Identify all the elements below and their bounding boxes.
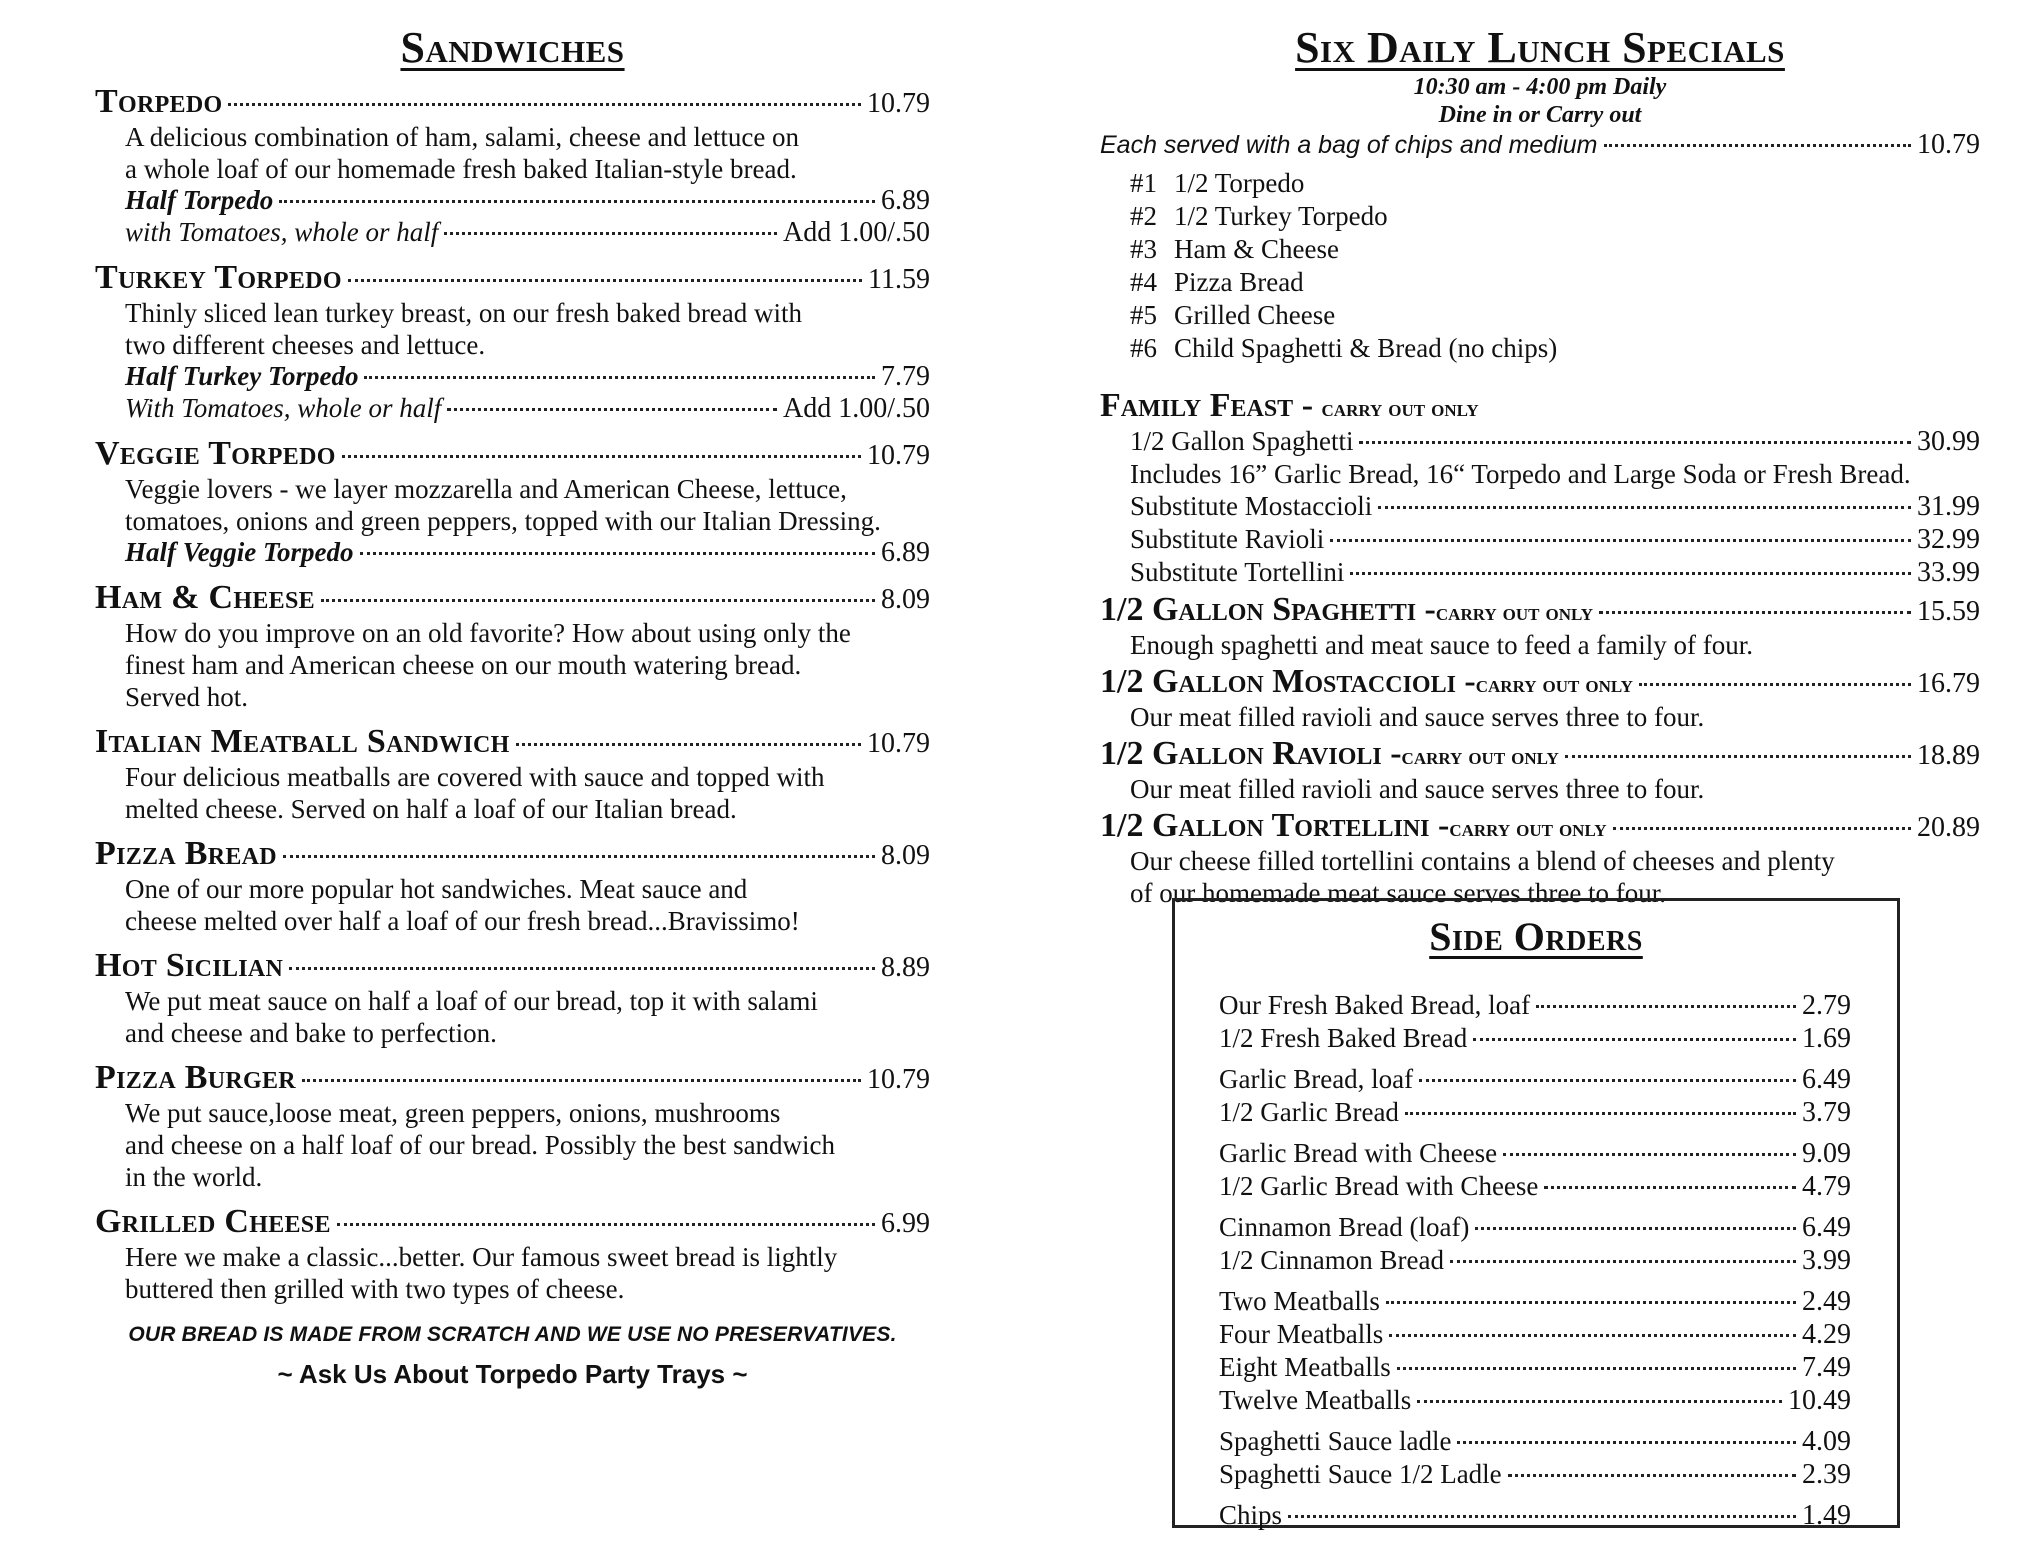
sandwich-item <box>95 579 930 713</box>
sandwich-heading-label: Pizza Bread <box>95 835 277 872</box>
gallon-name: 1/2 Gallon Mostaccioli - <box>1100 663 1476 700</box>
dot-leader <box>1565 755 1911 758</box>
gallon-carry-out: carry out only <box>1401 744 1559 770</box>
description-line: and cheese on a half loaf of our bread. Possibly the best sandwich <box>125 1130 836 1160</box>
family-sub-row-price: 33.99 <box>1917 557 1980 588</box>
sandwich-heading-label: Turkey Torpedo <box>95 259 342 296</box>
lunch-hours: 10:30 am - 4:00 pm Daily <box>1413 74 1667 100</box>
family-main-row <box>1130 425 1980 458</box>
side-orders-title: Side Orders <box>1429 914 1643 959</box>
dot-leader <box>1503 1153 1796 1156</box>
dot-leader <box>1350 572 1911 575</box>
side-item <box>1219 1318 1851 1351</box>
side-group <box>1219 1063 1851 1129</box>
sandwich-item <box>95 435 930 569</box>
dot-leader <box>447 408 777 411</box>
lunch-each-row <box>1100 129 1980 161</box>
side-item-price: 2.49 <box>1802 1286 1851 1317</box>
side-item-label: Garlic Bread, loaf <box>1219 1064 1414 1094</box>
dot-leader <box>279 200 875 203</box>
sandwich-heading-price: 10.79 <box>867 88 930 119</box>
side-item-label: Spaghetti Sauce ladle <box>1219 1426 1452 1456</box>
side-item <box>1219 1384 1851 1417</box>
gallon-description <box>1100 773 1980 805</box>
sandwich-item <box>95 1203 930 1305</box>
gallon-item <box>1100 807 1980 909</box>
side-item-price: 4.79 <box>1802 1171 1851 1202</box>
option-row-label: Half Torpedo <box>125 185 274 215</box>
sandwich-heading <box>95 947 930 985</box>
side-item <box>1219 1285 1851 1318</box>
sandwich-description <box>95 761 930 825</box>
dot-leader <box>516 743 861 746</box>
dot-leader <box>1639 683 1911 686</box>
description-line: How do you improve on an old favorite? How about using only the <box>125 618 851 648</box>
description-line: One of our more popular hot sandwiches. Meat sauce and <box>125 874 748 904</box>
dot-leader <box>1599 611 1911 614</box>
description-line: Thinly sliced lean turkey breast, on our fresh baked bread with <box>125 298 803 328</box>
sandwich-heading <box>95 835 930 873</box>
lunch-item-number: #6 <box>1130 333 1157 363</box>
sandwich-heading <box>95 1059 930 1097</box>
sandwich-description <box>95 873 930 937</box>
description-line: melted cheese. Served on half a loaf of our Italian bread. <box>125 794 737 824</box>
family-feast-heading <box>1100 387 1980 425</box>
dot-leader <box>1405 1112 1796 1115</box>
side-item <box>1219 1063 1851 1096</box>
option-row-price: 6.89 <box>881 185 930 216</box>
sandwich-heading <box>95 1203 930 1241</box>
side-item-price: 3.99 <box>1802 1245 1851 1276</box>
dot-leader <box>1536 1005 1796 1008</box>
description-line: tomatoes, onions and green peppers, topped with our Italian Dressing. <box>125 506 881 536</box>
sandwich-heading <box>95 259 930 297</box>
gallon-description <box>1100 701 1980 733</box>
dot-leader <box>1419 1079 1796 1082</box>
description-line: Veggie lovers - we layer mozzarella and American Cheese, lettuce, <box>125 474 847 504</box>
sandwich-option <box>95 217 930 249</box>
family-sub-row <box>1130 523 1980 556</box>
side-group <box>1219 1137 1851 1203</box>
side-item-price: 4.09 <box>1802 1426 1851 1457</box>
sandwich-heading-price: 10.79 <box>867 440 930 471</box>
side-item <box>1219 1137 1851 1170</box>
description-line: a whole loaf of our homemade fresh baked Italian-style bread. <box>125 154 797 184</box>
lunch-item-number: #5 <box>1130 300 1157 330</box>
side-item-label: Two Meatballs <box>1219 1286 1380 1316</box>
sandwich-description <box>95 1097 930 1193</box>
dot-leader <box>1473 1038 1796 1041</box>
sandwich-heading <box>95 723 930 761</box>
side-item-price: 4.29 <box>1802 1319 1851 1350</box>
family-sub-row <box>1130 490 1980 523</box>
sandwich-description <box>95 985 930 1049</box>
dot-leader <box>289 967 875 970</box>
gallon-price: 15.59 <box>1917 596 1980 627</box>
dot-leader <box>1386 1301 1796 1304</box>
lunch-item-label: Grilled Cheese <box>1174 300 1336 330</box>
description-line: Four delicious meatballs are covered with sauce and topped with <box>125 762 825 792</box>
sandwich-description <box>95 121 930 185</box>
sandwich-description <box>95 473 930 537</box>
side-item-price: 3.79 <box>1802 1097 1851 1128</box>
dot-leader <box>321 599 875 602</box>
dot-leader <box>1544 1186 1796 1189</box>
description-line: cheese melted over half a loaf of our fresh bread...Bravissimo! <box>125 906 800 936</box>
lunch-dine-option: Dine in or Carry out <box>1438 102 1642 128</box>
sandwich-heading <box>95 83 930 121</box>
description-line: buttered then grilled with two types of cheese. <box>125 1274 625 1304</box>
family-feast-title: Family Feast - <box>1100 387 1322 424</box>
dot-leader <box>360 552 876 555</box>
family-sub-row-price: 32.99 <box>1917 524 1980 555</box>
sandwich-description <box>95 297 930 361</box>
gallon-heading <box>1100 663 1980 701</box>
dot-leader <box>364 376 875 379</box>
family-substitutes <box>1130 490 1980 589</box>
option-row-price: 6.89 <box>881 537 930 568</box>
lunch-item-label: Pizza Bread <box>1174 267 1304 297</box>
lunch-item <box>1130 233 1980 266</box>
description-line: Here we make a classic...better. Our famous sweet bread is lightly <box>125 1242 838 1272</box>
side-item-label: Cinnamon Bread (loaf) <box>1219 1212 1470 1242</box>
dot-leader <box>1613 827 1911 830</box>
family-carry-out: carry out only <box>1321 396 1479 422</box>
option-row-label: Half Turkey Torpedo <box>125 361 359 391</box>
side-item-price: 9.09 <box>1802 1138 1851 1169</box>
side-item <box>1219 1351 1851 1384</box>
lunch-item-number: #2 <box>1130 201 1157 231</box>
dot-leader <box>1450 1260 1796 1263</box>
lunch-each-label: Each served with a bag of chips and medium <box>1100 131 1598 159</box>
option-row-label: with Tomatoes, whole or half <box>125 217 439 247</box>
sandwich-heading-label: Italian Meatball Sandwich <box>95 723 510 760</box>
side-item-price: 2.79 <box>1802 990 1851 1021</box>
dot-leader <box>1508 1474 1796 1477</box>
lunch-item-label: 1/2 Turkey Torpedo <box>1174 201 1388 231</box>
dot-leader <box>1475 1227 1796 1230</box>
gallon-item <box>1100 735 1980 805</box>
dot-leader <box>1604 144 1912 147</box>
side-item <box>1219 1022 1851 1055</box>
sandwich-heading-price: 8.09 <box>881 584 930 615</box>
lunch-item <box>1130 200 1980 233</box>
side-item-price: 10.49 <box>1788 1385 1851 1416</box>
side-orders-list <box>1219 981 1851 1532</box>
side-item-label: Twelve Meatballs <box>1219 1385 1412 1415</box>
gallon-list <box>1100 591 1980 909</box>
description-line: Our meat filled ravioli and sauce serves three to four. <box>1130 774 1705 804</box>
side-item-label: 1/2 Garlic Bread <box>1219 1097 1399 1127</box>
family-includes: Includes 16” Garlic Bread, 16“ Torpedo and Large Soda or Fresh Bread. <box>1130 459 1911 489</box>
dot-leader <box>348 279 862 282</box>
lunch-item <box>1130 299 1980 332</box>
side-item-price: 6.49 <box>1802 1212 1851 1243</box>
lunch-list <box>1100 167 1980 365</box>
dot-leader <box>1359 441 1911 444</box>
sandwich-item <box>95 259 930 425</box>
family-sub-row-label: Substitute Ravioli <box>1130 524 1325 554</box>
side-item-label: Eight Meatballs <box>1219 1352 1391 1382</box>
sandwich-item <box>95 947 930 1049</box>
lunch-item-number: #4 <box>1130 267 1157 297</box>
option-row <box>125 537 930 569</box>
dot-leader <box>283 855 875 858</box>
sandwich-option <box>95 361 930 393</box>
option-row-label: Half Veggie Torpedo <box>125 537 354 567</box>
lunch-item-label: 1/2 Torpedo <box>1174 168 1305 198</box>
dot-leader <box>337 1223 875 1226</box>
specials-section <box>1100 0 1980 909</box>
sandwich-heading-price: 8.09 <box>881 840 930 871</box>
side-item-price: 1.49 <box>1802 1500 1851 1531</box>
description-line: two different cheeses and lettuce. <box>125 330 486 360</box>
description-line: Our cheese filled tortellini contains a blend of cheeses and plenty <box>1130 846 1835 876</box>
sandwich-list <box>95 83 930 1305</box>
option-row <box>125 217 930 249</box>
side-orders-box <box>1172 898 1900 1531</box>
description-line: in the world. <box>125 1162 263 1192</box>
side-item <box>1219 1499 1851 1532</box>
sandwich-item <box>95 83 930 249</box>
dot-leader <box>444 232 777 235</box>
gallon-heading <box>1100 807 1980 845</box>
bread-note: OUR BREAD IS MADE FROM SCRATCH AND WE USE NO PRESERVATIVES. <box>128 1323 897 1346</box>
dot-leader <box>1417 1400 1782 1403</box>
gallon-name: 1/2 Gallon Spaghetti - <box>1100 591 1436 628</box>
sandwich-heading-price: 10.79 <box>867 1064 930 1095</box>
lunch-item <box>1130 167 1980 200</box>
gallon-carry-out: carry out only <box>1435 600 1594 626</box>
lunch-item <box>1130 332 1980 365</box>
description-line: A delicious combination of ham, salami, cheese and lettuce on <box>125 122 800 152</box>
lunch-item-label: Child Spaghetti & Bread (no chips) <box>1174 333 1558 363</box>
gallon-item <box>1100 591 1980 661</box>
description-line: We put sauce,loose meat, green peppers, onions, mushrooms <box>125 1098 781 1128</box>
side-group <box>1219 989 1851 1055</box>
dot-leader <box>1397 1367 1796 1370</box>
description-line: and cheese and bake to perfection. <box>125 1018 497 1048</box>
gallon-carry-out: carry out only <box>1449 816 1607 842</box>
dot-leader <box>1457 1441 1796 1444</box>
sandwich-heading-price: 8.89 <box>881 952 930 983</box>
side-group <box>1219 1499 1851 1532</box>
option-row-price: 7.79 <box>881 361 930 392</box>
description-line: Our meat filled ravioli and sauce serves three to four. <box>1130 702 1705 732</box>
sandwich-option <box>95 393 930 425</box>
sandwich-heading-price: 11.59 <box>868 264 930 295</box>
side-item-label: Garlic Bread with Cheese <box>1219 1138 1498 1168</box>
side-item <box>1219 1244 1851 1277</box>
sandwich-description <box>95 1241 930 1305</box>
dot-leader <box>1378 506 1911 509</box>
sandwich-description <box>95 617 930 713</box>
description-line: Enough spaghetti and meat sauce to feed a family of four. <box>1130 630 1754 660</box>
description-line: Served hot. <box>125 682 248 712</box>
side-group <box>1219 1425 1851 1491</box>
party-trays-note: ~ Ask Us About Torpedo Party Trays ~ <box>277 1359 748 1389</box>
sandwich-item <box>95 835 930 937</box>
option-row <box>125 393 930 425</box>
gallon-carry-out: carry out only <box>1475 672 1633 698</box>
dot-leader <box>302 1079 861 1082</box>
side-item <box>1219 1458 1851 1491</box>
side-item-label: Spaghetti Sauce 1/2 Ladle <box>1219 1459 1502 1489</box>
family-sub-row-label: Substitute Mostaccioli <box>1130 491 1373 521</box>
side-item-price: 1.69 <box>1802 1023 1851 1054</box>
gallon-price: 20.89 <box>1917 812 1980 843</box>
gallon-heading <box>1100 735 1980 773</box>
side-item-label: Our Fresh Baked Bread, loaf <box>1219 990 1531 1020</box>
side-item-price: 6.49 <box>1802 1064 1851 1095</box>
family-sub-row <box>1130 556 1980 589</box>
option-row <box>125 361 930 393</box>
sandwich-option <box>95 537 930 569</box>
lunch-item-number: #1 <box>1130 168 1157 198</box>
lunch-each-price: 10.79 <box>1917 129 1980 160</box>
description-line: finest ham and American cheese on our mouth watering bread. <box>125 650 802 680</box>
sandwich-heading-label: Grilled Cheese <box>95 1203 331 1240</box>
sandwich-heading-label: Ham & Cheese <box>95 579 315 616</box>
description-line: We put meat sauce on half a loaf of our bread, top it with salami <box>125 986 818 1016</box>
description-line: of our homemade meat sauce serves three to four. <box>1130 878 1667 908</box>
gallon-heading <box>1100 591 1980 629</box>
lunch-item <box>1130 266 1980 299</box>
gallon-name: 1/2 Gallon Tortellini - <box>1100 807 1450 844</box>
sandwich-heading-price: 10.79 <box>867 728 930 759</box>
option-row-label: With Tomatoes, whole or half <box>125 393 442 423</box>
side-item-label: Four Meatballs <box>1219 1319 1384 1349</box>
side-item <box>1219 1211 1851 1244</box>
lunch-item-label: Ham & Cheese <box>1174 234 1339 264</box>
side-item <box>1219 989 1851 1022</box>
gallon-price: 16.79 <box>1917 668 1980 699</box>
dot-leader <box>342 455 861 458</box>
sandwich-heading-label: Torpedo <box>95 83 223 120</box>
family-sub-row-label: Substitute Tortellini <box>1130 557 1345 587</box>
sandwich-heading <box>95 579 930 617</box>
side-item-price: 2.39 <box>1802 1459 1851 1490</box>
side-item-label: 1/2 Fresh Baked Bread <box>1219 1023 1468 1053</box>
family-main-price: 30.99 <box>1917 426 1980 457</box>
dot-leader <box>228 103 861 106</box>
option-row-price: Add 1.00/.50 <box>783 217 930 248</box>
side-group <box>1219 1285 1851 1417</box>
sandwich-item <box>95 1059 930 1193</box>
sandwich-heading <box>95 435 930 473</box>
side-group <box>1219 1211 1851 1277</box>
side-item-label: Chips <box>1219 1500 1283 1530</box>
family-main-label: 1/2 Gallon Spaghetti <box>1130 426 1354 456</box>
sandwich-option <box>95 185 930 217</box>
sandwiches-section <box>95 0 930 1390</box>
side-item <box>1219 1170 1851 1203</box>
lunch-item-number: #3 <box>1130 234 1157 264</box>
gallon-name: 1/2 Gallon Ravioli - <box>1100 735 1402 772</box>
option-row-price: Add 1.00/.50 <box>783 393 930 424</box>
sandwiches-title: Sandwiches <box>400 23 625 72</box>
sandwich-heading-label: Hot Sicilian <box>95 947 284 984</box>
lunch-specials-title: Six Daily Lunch Specials <box>1295 23 1785 72</box>
side-item-label: 1/2 Garlic Bread with Cheese <box>1219 1171 1539 1201</box>
side-item <box>1219 1096 1851 1129</box>
side-item <box>1219 1425 1851 1458</box>
dot-leader <box>1330 539 1911 542</box>
sandwich-heading-label: Pizza Burger <box>95 1059 296 1096</box>
dot-leader <box>1288 1515 1796 1518</box>
gallon-description <box>1100 629 1980 661</box>
gallon-price: 18.89 <box>1917 740 1980 771</box>
sandwich-heading-label: Veggie Torpedo <box>95 435 336 472</box>
option-row <box>125 185 930 217</box>
sandwich-heading-price: 6.99 <box>881 1208 930 1239</box>
side-item-label: 1/2 Cinnamon Bread <box>1219 1245 1444 1275</box>
side-item-price: 7.49 <box>1802 1352 1851 1383</box>
family-sub-row-price: 31.99 <box>1917 491 1980 522</box>
gallon-item <box>1100 663 1980 733</box>
dot-leader <box>1389 1334 1796 1337</box>
sandwich-item <box>95 723 930 825</box>
